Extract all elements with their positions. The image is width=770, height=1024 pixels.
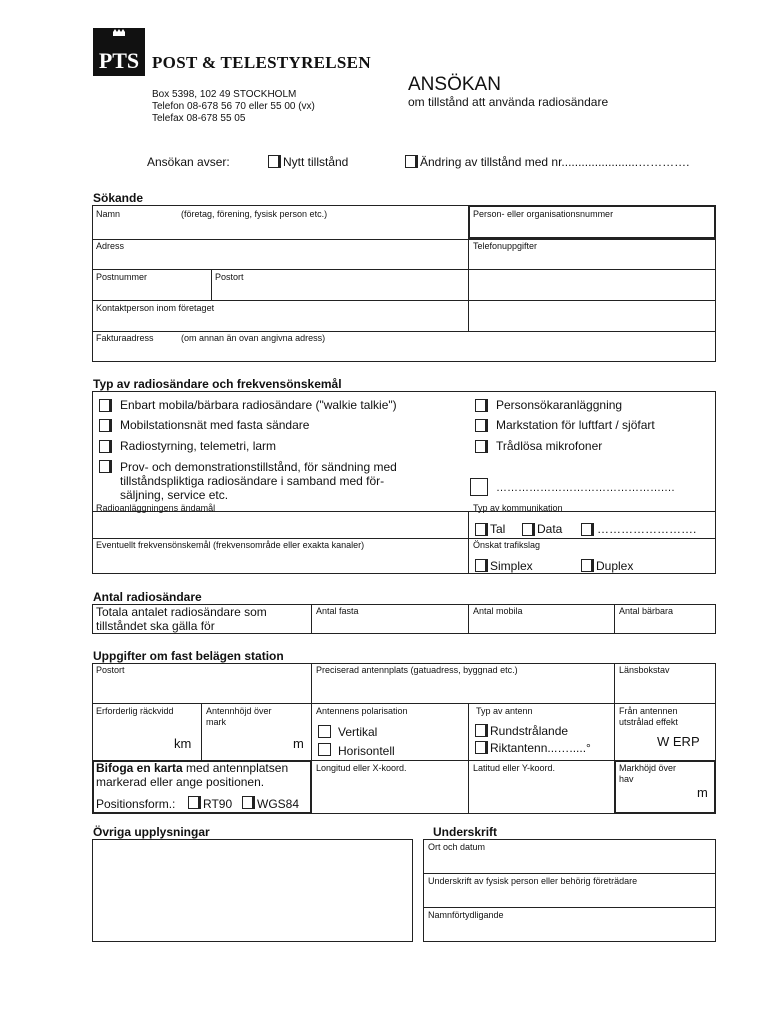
antenna-height-field[interactable]: Antennhöjd över [206, 706, 272, 716]
erp-unit: W ERP [657, 734, 700, 749]
total-count-label-1: Totala antalet radiosändare som [96, 605, 267, 619]
duplex-checkbox[interactable] [581, 559, 594, 572]
ground-height-unit: m [697, 785, 708, 800]
omni-checkbox[interactable] [475, 724, 488, 737]
station-title: Uppgifter om fast belägen station [93, 649, 284, 663]
simplex-checkbox[interactable] [475, 559, 488, 572]
antenna-site-field[interactable]: Preciserad antennplats (gatuadress, byggnad etc.) [316, 665, 518, 675]
antenna-height-label-2: mark [206, 717, 226, 727]
transmitter-type-title: Typ av radiosändare och frekvensönskemål [93, 377, 342, 391]
other-comm-checkbox[interactable] [581, 523, 594, 536]
contact-field[interactable]: Kontaktperson inom företaget [96, 303, 215, 313]
phone-field[interactable]: Telefonuppgifter [473, 241, 538, 251]
walkie-talkie-checkbox[interactable] [99, 399, 112, 412]
ground-height-field[interactable]: Markhöjd över [619, 763, 677, 773]
city-field[interactable]: Postort [215, 272, 244, 282]
vertical-label: Vertikal [338, 725, 378, 739]
applicant-title: Sökande [93, 191, 144, 205]
mobile-count-field[interactable]: Antal mobila [473, 606, 523, 616]
rt90-label: RT90 [203, 797, 233, 811]
vertical-checkbox[interactable] [318, 725, 331, 738]
other-info-title: Övriga upplysningar [93, 825, 210, 839]
simplex-label: Simplex [490, 559, 533, 573]
svg-text:PTS: PTS [98, 48, 140, 73]
frequency-wish-field[interactable]: Eventuellt frekvensönskemål (frekvensområde eller exakta kanaler) [96, 540, 365, 550]
other-info-field[interactable] [92, 839, 413, 942]
total-count-label-2: tillståndet ska gälla för [96, 619, 215, 633]
map-instruction-rest: med antennplatsen [182, 761, 289, 775]
remote-control-checkbox[interactable] [99, 440, 112, 453]
mobile-network-checkbox[interactable] [99, 419, 112, 432]
new-permit-label: Nytt tillstånd [283, 155, 349, 169]
fax-line: Telefax 08-678 55 05 [152, 113, 246, 124]
billing-field[interactable]: Fakturaadress [96, 333, 154, 343]
horizontal-checkbox[interactable] [318, 743, 331, 756]
count-title: Antal radiosändare [93, 590, 202, 604]
printed-name-field[interactable]: Namnförtydligande [428, 910, 504, 920]
voice-label: Tal [490, 522, 506, 536]
county-letter-field[interactable]: Länsbokstav [619, 665, 670, 675]
polarisation-label: Antennens polarisation [316, 706, 408, 716]
demo-permit-label-2: tillståndspliktiga radiosändare i samband med för- [120, 474, 385, 488]
wireless-mic-checkbox[interactable] [475, 440, 488, 453]
map-instruction-1 [96, 762, 288, 776]
org-name: POST & TELESTYRELSEN [152, 53, 371, 72]
directional-label[interactable]: Riktantenn...….....° [490, 741, 591, 755]
comm-type-label: Typ av kommunikation [473, 503, 563, 513]
directional-checkbox[interactable] [475, 741, 488, 754]
latitude-field[interactable]: Latitud eller Y-koord. [473, 763, 556, 773]
new-permit-checkbox[interactable] [268, 155, 281, 168]
signature-title: Underskrift [433, 825, 498, 839]
other-type-field[interactable]: ……………………………………….… [496, 482, 676, 494]
name-field[interactable]: Namn [96, 209, 121, 219]
form-subtitle: om tillstånd att använda radiosändare [408, 95, 609, 109]
longitude-field[interactable]: Longitud eller X-koord. [316, 763, 407, 773]
ground-station-label: Markstation för luftfart / sjöfart [496, 418, 655, 432]
wireless-mic-label: Trådlösa mikrofoner [496, 439, 603, 453]
position-format-label: Positionsform.: [96, 797, 176, 811]
signature-table [423, 839, 716, 942]
horizontal-label: Horisontell [338, 744, 395, 758]
duplex-label: Duplex [596, 559, 634, 573]
wgs84-label: WGS84 [257, 797, 300, 811]
map-instruction-bold: Bifoga en karta [96, 761, 183, 775]
other-type-checkbox[interactable] [470, 478, 488, 496]
form-title: ANSÖKAN [408, 74, 501, 95]
name-hint: (företag, förening, fysisk person etc.) [181, 209, 328, 219]
pager-label: Personsökaranläggning [496, 398, 623, 412]
ground-station-checkbox[interactable] [475, 419, 488, 432]
range-unit: km [174, 736, 192, 751]
postcode-field[interactable]: Postnummer [96, 272, 148, 282]
signature-field[interactable]: Underskrift av fysisk person eller behörig företrädare [428, 876, 638, 886]
place-date-field[interactable]: Ort och datum [428, 842, 486, 852]
omni-label: Rundstrålande [490, 724, 569, 738]
address-line: Box 5398, 102 49 STOCKHOLM [152, 89, 297, 100]
pts-logo [93, 28, 145, 76]
erp-field[interactable]: Från antennen [619, 706, 678, 716]
purpose-field[interactable]: Radioanläggningens ändamål [96, 503, 216, 513]
traffic-type-label: Önskat trafikslag [473, 540, 541, 550]
portable-count-field[interactable]: Antal bärbara [619, 606, 674, 616]
other-comm-field[interactable]: ……………………. [597, 522, 697, 536]
application-label: Ansökan avser: [147, 155, 230, 169]
ground-height-label-2: hav [619, 774, 634, 784]
erp-label-2: utstrålad effekt [619, 717, 678, 727]
demo-permit-checkbox[interactable] [99, 460, 112, 473]
mobile-network-label: Mobilstationsnät med fasta sändare [120, 418, 310, 432]
address-field[interactable]: Adress [96, 241, 125, 251]
data-checkbox[interactable] [522, 523, 535, 536]
change-permit-label: Ändring av tillstånd med nr.......................…………. [420, 155, 690, 169]
wgs84-checkbox[interactable] [242, 796, 255, 809]
data-label: Data [537, 522, 563, 536]
demo-permit-label-3: säljning, service etc. [120, 488, 229, 502]
map-instruction-2: markerad eller ange positionen. [96, 775, 265, 789]
height-unit: m [293, 736, 304, 751]
phone-line: Telefon 08-678 56 70 eller 55 00 (vx) [152, 101, 315, 112]
billing-hint: (om annan än ovan angivna adress) [181, 333, 326, 343]
fixed-count-field[interactable]: Antal fasta [316, 606, 359, 616]
pager-checkbox[interactable] [475, 399, 488, 412]
station-city-field[interactable]: Postort [96, 665, 125, 675]
range-field[interactable]: Erforderlig räckvidd [96, 706, 174, 716]
demo-permit-label-1: Prov- och demonstrationstillstånd, för sändning med [120, 460, 397, 474]
rt90-checkbox[interactable] [188, 796, 201, 809]
org-number-field[interactable]: Person- eller organisationsnummer [473, 209, 614, 219]
remote-control-label: Radiostyrning, telemetri, larm [120, 439, 277, 453]
voice-checkbox[interactable] [475, 523, 488, 536]
change-permit-checkbox[interactable] [405, 155, 418, 168]
walkie-talkie-label: Enbart mobila/bärbara radiosändare ("walkie talkie") [120, 398, 397, 412]
antenna-type-label: Typ av antenn [476, 706, 533, 716]
